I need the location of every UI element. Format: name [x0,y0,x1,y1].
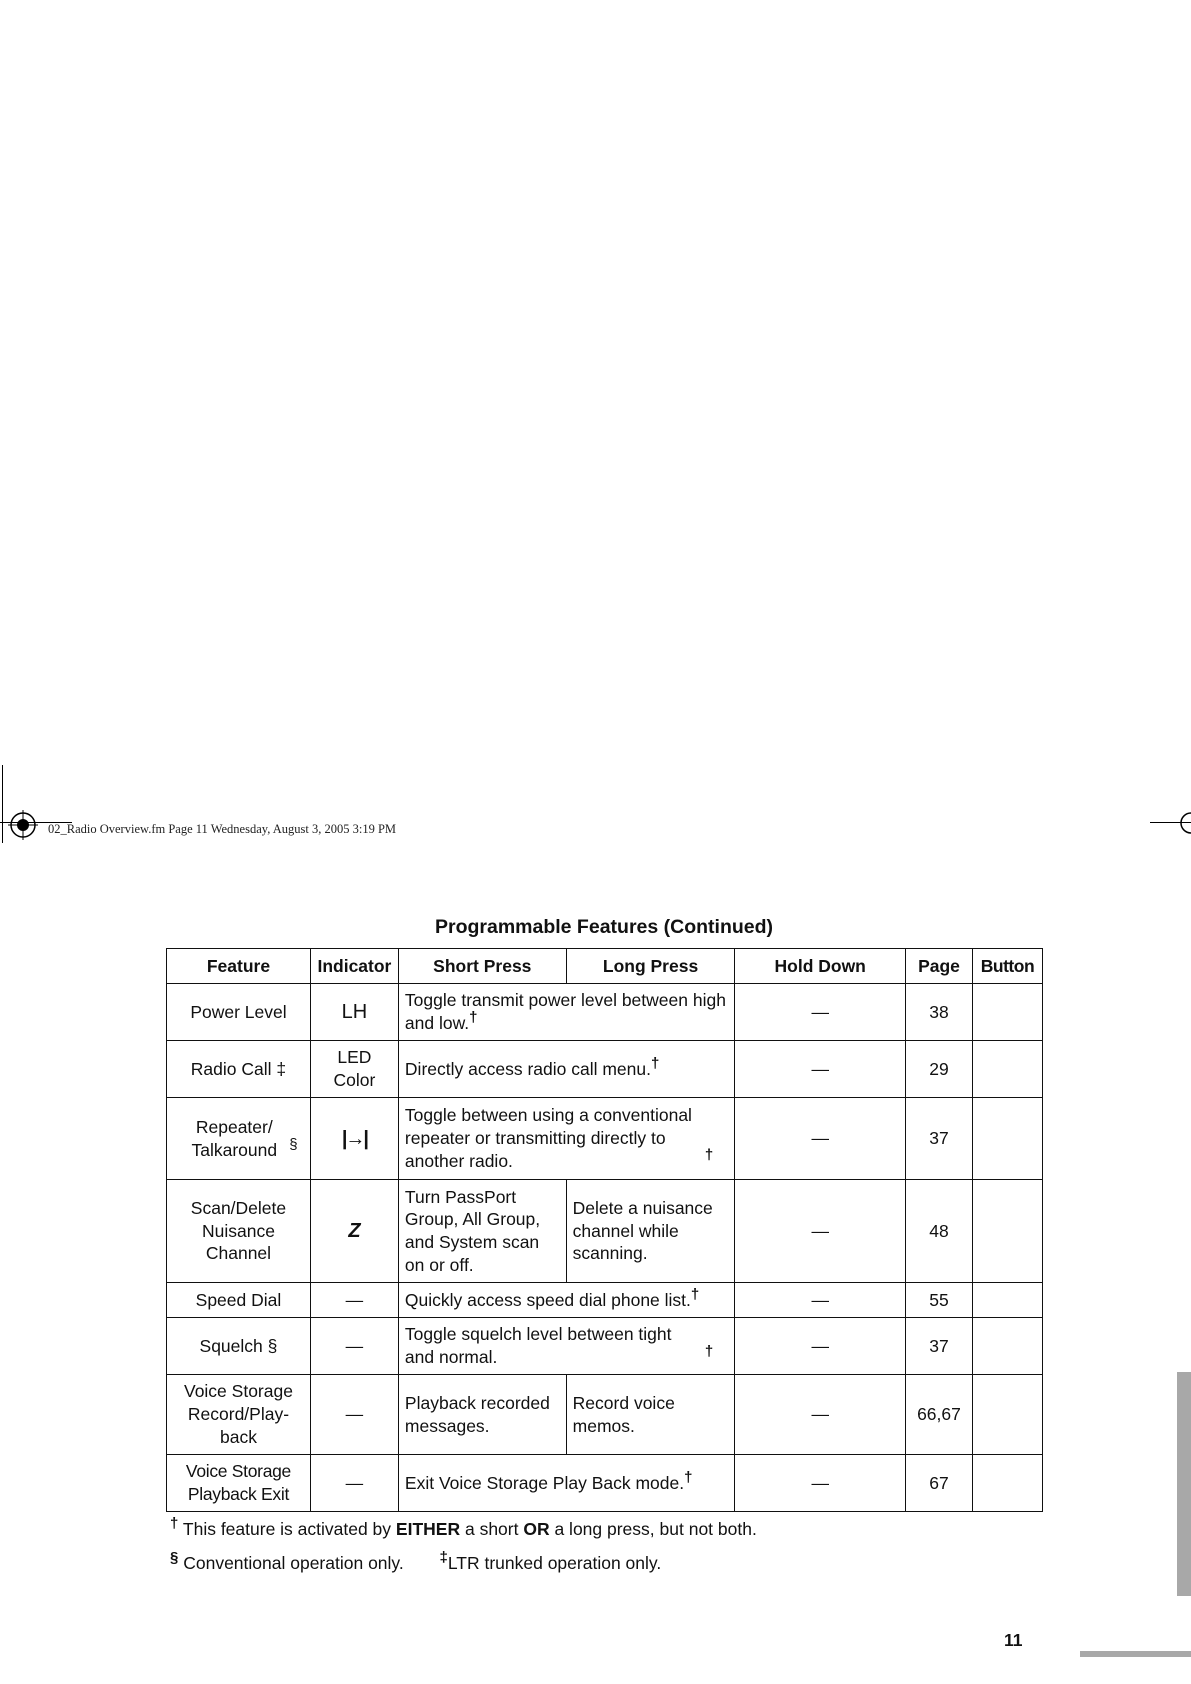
feature-cell: Voice Storage Playback Exit [167,1455,311,1512]
column-header-button: Button [972,949,1042,984]
column-header-hold-down: Hold Down [735,949,906,984]
indicator-cell [310,1180,398,1283]
table-row [167,1180,1043,1283]
column-header-long-press: Long Press [566,949,735,984]
page-number: 11 [1004,1630,1023,1650]
talkaround-icon: |→| [341,1127,368,1150]
indicator-cell: — [310,1455,398,1512]
dagger-mark: † [704,1147,714,1165]
short-press-cell: Toggle between using a conventional repeater or transmitting directly to another radio. † [398,1098,734,1180]
button-cell [972,1318,1042,1375]
section-mark: § [267,1335,278,1356]
short-press-cell: Toggle transmit power level between high and low.† [398,984,734,1041]
power-level-lh-icon: LH [341,1001,368,1023]
table-row [167,1318,1043,1375]
ltr-symbol: ‡ [439,1549,448,1567]
section-mark: § [289,1135,298,1153]
indicator-cell: — [310,1375,398,1455]
button-cell [972,1180,1042,1283]
button-cell [972,984,1042,1041]
table-row [167,1098,1043,1180]
button-cell [972,1455,1042,1512]
page-cell: 66,67 [906,1375,973,1455]
page-cell: 67 [906,1455,973,1512]
feature-cell: Repeater/ Talkaround § [167,1098,311,1180]
table-row [167,984,1043,1041]
page-cell: 55 [906,1283,973,1318]
hold-down-cell: — [735,1375,906,1455]
features-table [166,948,1043,1512]
feature-cell: Radio Call ‡ [167,1041,311,1098]
indicator-cell [310,1041,398,1098]
crop-mark-left-vertical [2,765,3,843]
feature-cell: Scan/Delete Nuisance Channel [167,1180,311,1283]
page-cell: 38 [906,984,973,1041]
table-title: Programmable Features (Continued) [434,916,774,938]
indicator-cell: — [310,1283,398,1318]
indicator-cell [310,984,398,1041]
dagger-symbol: † [170,1515,179,1533]
long-press-cell: Delete a nuisance channel while scanning. [566,1180,735,1283]
hold-down-cell: — [735,1455,906,1512]
feature-cell: Speed Dial [167,1283,311,1318]
dagger-mark: † [469,1009,478,1027]
button-cell [972,1041,1042,1098]
footnotes [170,1515,757,1587]
ltr-mark: ‡ [276,1058,287,1079]
page-cell: 37 [906,1098,973,1180]
section-symbol: § [170,1549,179,1567]
registration-target-right-icon [1180,812,1191,834]
column-header-page: Page [906,949,973,984]
footnote-dagger: † This feature is activated by EITHER a short OR a long press, but not both. [170,1515,757,1539]
indicator-cell: — [310,1318,398,1375]
led-color-indicator: LED Color [333,1047,376,1090]
hold-down-cell: — [735,1180,906,1283]
column-header-feature: Feature [167,949,311,984]
table-row [167,1283,1043,1318]
table-row [167,1375,1043,1455]
column-header-indicator: Indicator [310,949,398,984]
button-cell [972,1098,1042,1180]
hold-down-cell: — [735,984,906,1041]
dagger-mark: † [704,1343,714,1361]
scan-icon: Z [348,1220,361,1242]
section-side-tab [1177,1372,1191,1596]
feature-cell: Power Level [167,984,311,1041]
footer-bar [1080,1651,1191,1657]
short-press-cell: Directly access radio call menu.† [398,1041,734,1098]
long-press-cell: Record voice memos. [566,1375,735,1455]
footnote-conventional: § Conventional operation only. ‡LTR trunked operation only. [170,1549,662,1573]
table-row [167,1455,1043,1512]
button-cell [972,1283,1042,1318]
dagger-mark: † [684,1468,693,1486]
feature-cell: Squelch § [167,1318,311,1375]
table-header-row [167,949,1043,984]
short-press-cell: Quickly access speed dial phone list.† [398,1283,734,1318]
short-press-cell: Exit Voice Storage Play Back mode.† [398,1455,734,1512]
button-cell [972,1375,1042,1455]
indicator-cell [310,1098,398,1180]
hold-down-cell: — [735,1041,906,1098]
hold-down-cell: — [735,1098,906,1180]
file-header-line: 02_Radio Overview.fm Page 11 Wednesday, August 3, 2005 3:19 PM [48,822,397,836]
short-press-cell: Turn PassPort Group, All Group, and System scan on or off. [398,1180,566,1283]
registration-target-icon [8,810,38,840]
hold-down-cell: — [735,1318,906,1375]
page-cell: 29 [906,1041,973,1098]
dagger-mark: † [690,1285,700,1303]
feature-cell: Voice Storage Record/Play-back [167,1375,311,1455]
hold-down-cell: — [735,1283,906,1318]
short-press-cell: Toggle squelch level between tight and normal. † [398,1318,734,1375]
page-cell: 37 [906,1318,973,1375]
dagger-mark: † [650,1054,660,1072]
table-row [167,1041,1043,1098]
column-header-short-press: Short Press [398,949,566,984]
short-press-cell: Playback recorded messages. [398,1375,566,1455]
page-cell: 48 [906,1180,973,1283]
